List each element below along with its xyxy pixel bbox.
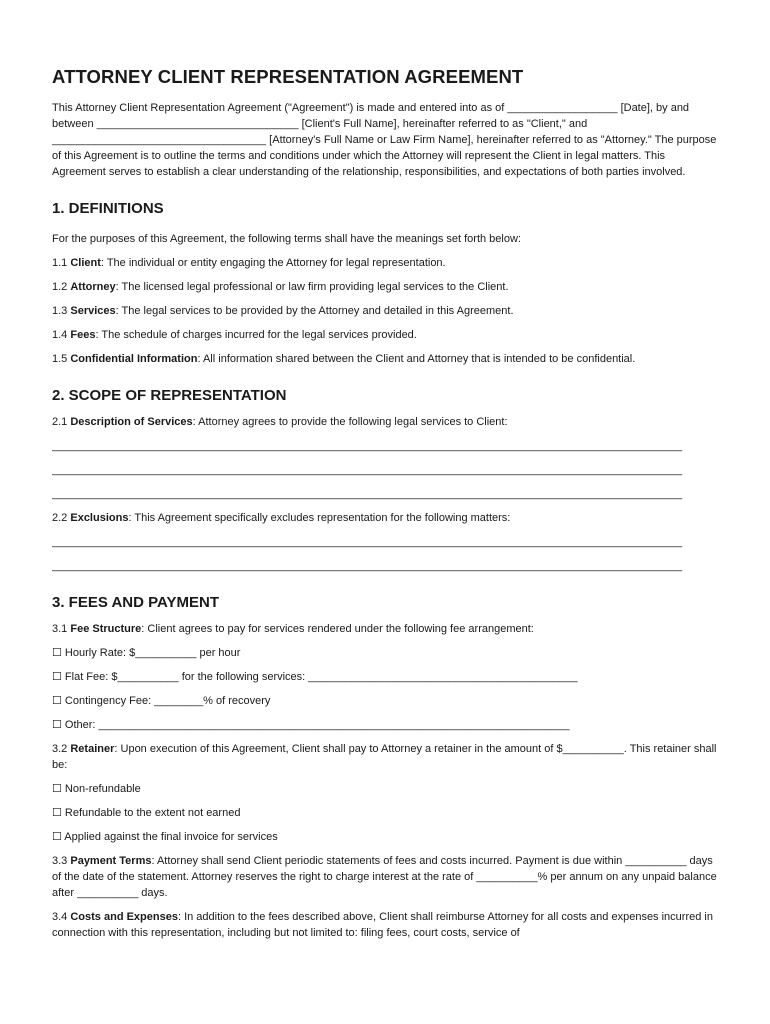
definition-item: 1.3 Services: The legal services to be provided by the Attorney and detailed in this Agreement.	[52, 305, 514, 317]
section-heading-definitions: 1. DEFINITIONS	[52, 200, 164, 217]
document-title: ATTORNEY CLIENT REPRESENTATION AGREEMENT	[52, 66, 524, 87]
section-heading-fees: 3. FEES AND PAYMENT	[52, 594, 219, 611]
retainer-option-refundable[interactable]: ☐ Refundable to the extent not earned	[52, 807, 241, 819]
blank-line[interactable]: _______________________________________________________________________________________________________	[52, 440, 683, 452]
fee-option-other[interactable]: ☐ Other: _____________________________________________________________________________	[52, 719, 570, 731]
fee-structure-item: 3.1 Fee Structure: Client agrees to pay for services rendered under the following fee arrangement:	[52, 623, 534, 635]
fee-option-contingency[interactable]: ☐ Contingency Fee: ________% of recovery	[52, 695, 271, 707]
scope-exclusions-item: 2.2 Exclusions: This Agreement specifically excludes representation for the following matters:	[52, 512, 511, 524]
retainer-item: 3.2 Retainer: Upon execution of this Agreement, Client shall pay to Attorney a retainer in the amount of $__________. This retainer shall be:	[52, 743, 717, 771]
fee-option-hourly[interactable]: ☐ Hourly Rate: $__________ per hour	[52, 647, 241, 659]
retainer-option-nonrefundable[interactable]: ☐ Non-refundable	[52, 783, 141, 795]
retainer-option-applied[interactable]: ☐ Applied against the final invoice for services	[52, 831, 278, 843]
blank-line[interactable]: _______________________________________________________________________________________________________	[52, 560, 683, 572]
section-heading-scope: 2. SCOPE OF REPRESENTATION	[52, 387, 287, 404]
intro-paragraph: This Attorney Client Representation Agreement ("Agreement") is made and entered into as of __________________ [Date], by and between _________________________________ [Client's Full Name], hereinafter referred to as "Client," and ___________________________________ [Attorney's Full Name or Law Firm Name], hereinafter referred to as "Attorney." The purpose of this Agreement is to outline the terms and conditions under which the Attorney will represent the Client in legal matters. This Agreement serves to establish a clear understanding of the relationship, responsibilities, and expectations of both parties involved.	[52, 102, 717, 178]
fee-option-flat[interactable]: ☐ Flat Fee: $__________ for the following services: ____________________________________________	[52, 671, 578, 683]
definition-item: 1.2 Attorney: The licensed legal professional or law firm providing legal services to the Client.	[52, 281, 509, 293]
definitions-lead: For the purposes of this Agreement, the following terms shall have the meanings set forth below:	[52, 233, 521, 245]
costs-expenses-item: 3.4 Costs and Expenses: In addition to the fees described above, Client shall reimburse Attorney for all costs and expenses incurred in connection with this representation, including but not limited to: filing fees, court costs, service of	[52, 911, 713, 939]
blank-line[interactable]: _______________________________________________________________________________________________________	[52, 536, 683, 548]
definition-item: 1.4 Fees: The schedule of charges incurred for the legal services provided.	[52, 329, 417, 341]
definition-item: 1.5 Confidential Information: All information shared between the Client and Attorney that is intended to be confidential.	[52, 353, 636, 365]
definition-item: 1.1 Client: The individual or entity engaging the Attorney for legal representation.	[52, 257, 446, 269]
blank-line[interactable]: _______________________________________________________________________________________________________	[52, 464, 683, 476]
scope-services-item: 2.1 Description of Services: Attorney agrees to provide the following legal services to Client:	[52, 416, 508, 428]
blank-line[interactable]: _______________________________________________________________________________________________________	[52, 488, 683, 500]
payment-terms-item: 3.3 Payment Terms: Attorney shall send Client periodic statements of fees and costs incurred. Payment is due within __________ days of the date of the statement. Attorney reserves the right to charge interest at the rate of __________% per annum on any unpaid balance after __________ days.	[52, 855, 717, 899]
